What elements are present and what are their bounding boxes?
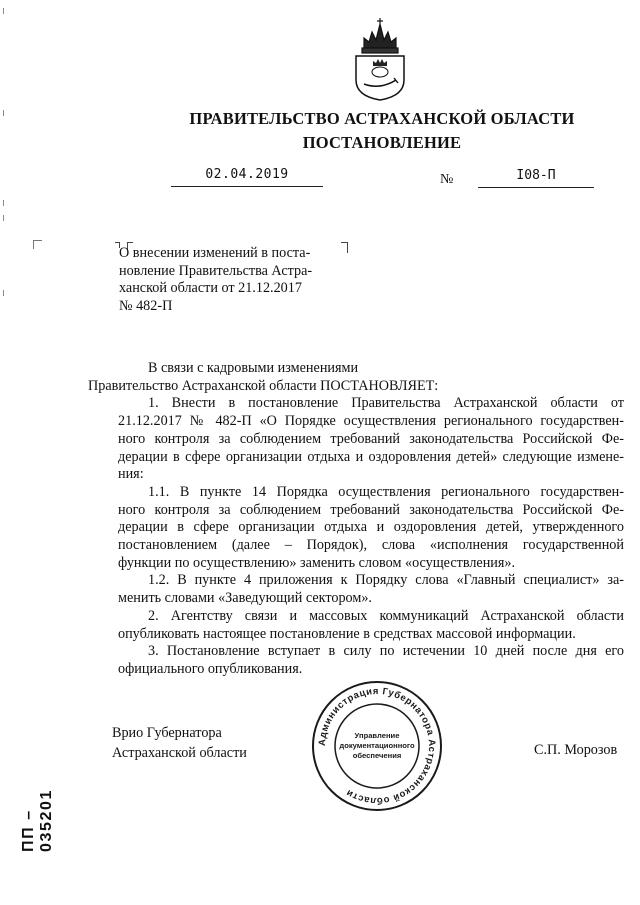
signer-position-line: Врио Губернатора	[112, 725, 222, 741]
document-subject	[119, 245, 345, 315]
government-title: ПРАВИТЕЛЬСТВО АСТРАХАНСКОЙ ОБЛАСТИ	[189, 109, 575, 128]
body-line: ного контроля за соблюдением требований законодательства Российской Фе-	[118, 430, 624, 447]
number-underline	[478, 187, 594, 188]
subject-line: № 482-П	[119, 297, 173, 314]
document-body	[88, 360, 624, 679]
body-line: официального опубликования.	[118, 660, 303, 677]
body-line: 1.1. В пункте 14 Порядка осуществления регионального государствен-	[148, 483, 624, 500]
number-sign: №	[440, 172, 454, 187]
document-date: 02.04.2019	[205, 167, 289, 182]
body-line: 21.12.2017 № 482-П «О Порядке осуществления регионального государствен-	[118, 413, 624, 430]
margin-mark	[3, 200, 4, 206]
subject-line: новление Правительства Астра-	[119, 262, 313, 279]
body-line: дерации в сфере организации отдыха и оздоровления детей» следующие измене-	[118, 448, 624, 465]
body-line: В связи с кадровыми изменениями	[148, 360, 359, 376]
official-stamp	[311, 680, 443, 812]
body-line: опубликовать настоящее постановление в средствах массовой информации.	[118, 625, 576, 642]
body-line: 1. Внести в постановление Правительства Астраханской области от	[148, 395, 624, 412]
body-line: 1.2. В пункте 4 приложения к Порядку слова «Главный специалист» за-	[148, 572, 624, 589]
form-serial-number: ПП – 035201	[20, 789, 55, 852]
corner-mark	[33, 240, 42, 249]
document-type-title: ПОСТАНОВЛЕНИЕ	[302, 133, 462, 152]
body-line: Правительство Астраханской области ПОСТАНОВЛЯЕТ:	[88, 377, 439, 394]
date-underline	[171, 186, 323, 187]
signer-name: С.П. Морозов	[534, 742, 618, 758]
body-line: функции по осуществлению» заменить словом «осуществления».	[118, 554, 516, 571]
stamp-inner-line: обеспечения	[352, 751, 402, 760]
margin-mark	[3, 215, 4, 221]
signer-position	[112, 723, 247, 763]
stamp-inner-line: документационного	[339, 741, 415, 750]
margin-mark	[3, 290, 4, 296]
subject-line: ханской области от 21.12.2017	[119, 280, 302, 296]
coat-of-arms-emblem	[350, 14, 410, 102]
body-line: ного контроля за соблюдением требований законодательства Российской Фе-	[118, 501, 624, 518]
signer-position-line: Астраханской области	[112, 745, 247, 761]
body-line: дерации в сфере организации отдыха и оздоровления детей, утвержденного	[118, 519, 624, 536]
body-line: 3. Постановление вступает в силу по истечении 10 дней после дня его	[148, 643, 624, 660]
stamp-inner-line: Управление	[354, 731, 400, 740]
body-line: ния:	[118, 466, 144, 483]
body-line: постановлением (далее – Порядок), слова «исполнения государственной	[118, 537, 624, 554]
stamp-outer-text: Администрация Губернатора Астраханской области	[316, 685, 438, 807]
body-line: менить словами «Заведующий сектором».	[118, 590, 372, 607]
margin-mark	[3, 110, 4, 116]
margin-mark	[3, 8, 4, 14]
document-number: I08-П	[516, 168, 556, 183]
subject-line: О внесении изменений в поста-	[119, 245, 311, 261]
body-line: 2. Агентству связи и массовых коммуникаций Астраханской области	[148, 607, 624, 624]
